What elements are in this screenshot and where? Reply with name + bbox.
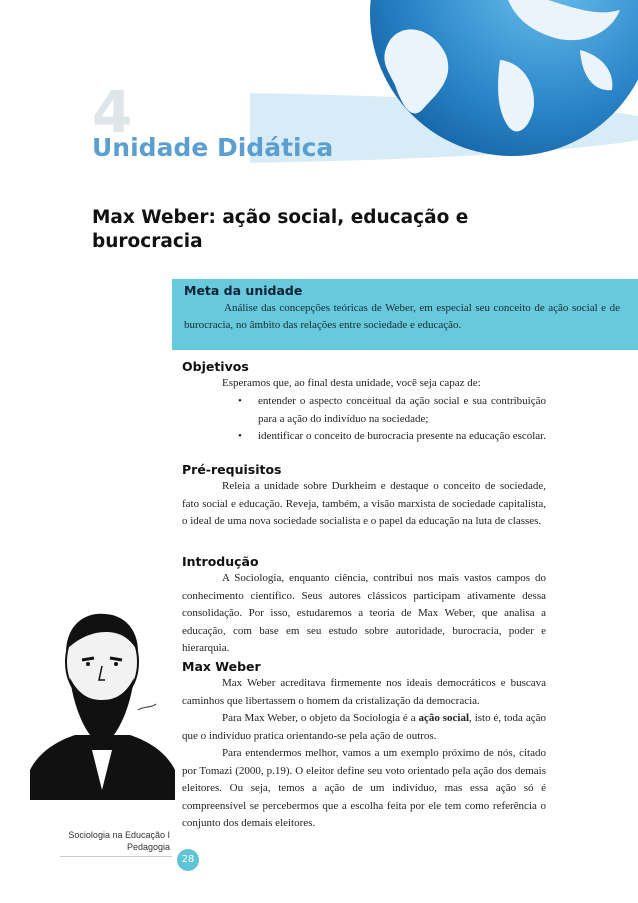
prerequisitos-section <box>182 462 546 531</box>
maxweber-p2-bold: ação social <box>418 712 470 724</box>
objetivos-intro: Esperamos que, ao final desta unidade, você seja capaz de: <box>222 377 481 389</box>
maxweber-p2-before: Para Max Weber, o objeto da Sociologia é a <box>222 712 419 724</box>
meta-box <box>172 279 638 350</box>
unit-number: 4 <box>92 78 131 146</box>
prerequisitos-title: Pré-requisitos <box>182 462 282 477</box>
footer-divider <box>60 856 172 857</box>
maxweber-p1: Max Weber acreditava firmemente nos ideais democráticos e buscava caminhos que libertassem o homem da cristalização da democracia. <box>182 677 546 707</box>
bullet-icon: • <box>238 430 242 442</box>
list-item <box>236 393 546 428</box>
prerequisitos-text: Releia a unidade sobre Durkheim e destaque o conceito de sociedade, fato social e educação. Reveja, também, a visão marxista de sociedade capitalista, o ideal de uma nova sociedade socialista e o papel da educação na luta de classes. <box>182 480 546 527</box>
list-item-text: identificar o conceito de burocracia presente na educação escolar. <box>258 430 546 442</box>
objetivos-title: Objetivos <box>182 359 249 374</box>
introducao-text: A Sociologia, enquanto ciência, contribui nos mais vastos campos do conhecimento científico. Seus autores clássicos participam ativamente dessa consolidação. Por isso, estudaremos a teoria de Max Weber, que analisa a educação, com base em seu estudo sobre autoridade, burocracia, poder e hierarquia. <box>182 572 546 654</box>
meta-title: Meta da unidade <box>184 283 303 298</box>
meta-text: Análise das concepções teóricas de Weber, em especial seu conceito de ação social e de burocracia, no âmbito das relações entre sociedade e educação. <box>184 302 620 331</box>
footer-course-line1: Sociologia na Educação I <box>68 830 170 840</box>
objetivos-list <box>236 393 546 446</box>
objetivos-section <box>182 359 546 393</box>
introducao-title: Introdução <box>182 554 259 569</box>
maxweber-section <box>182 659 546 833</box>
footer-course-line2: Pedagogia <box>126 842 170 852</box>
bullet-icon: • <box>238 395 242 407</box>
maxweber-p2-after: , isto é, toda ação que o indivíduo pratica orientando-se pela ação de outros. <box>182 712 546 742</box>
maxweber-p3: Para entendermos melhor, vamos a um exemplo próximo de nós, citado por Tomazi (2000, p.19). O eleitor define seu voto orientado pela ação dos demais eleitores. Ou seja, temos a ação de um indivíduo, mas essa ação só é compreensível se percebermos que a escolha feita por ele tem como referência o conjunto dos demais eleitores. <box>182 747 546 829</box>
list-item <box>236 428 546 446</box>
max-weber-portrait <box>30 600 175 800</box>
maxweber-p2 <box>182 710 546 745</box>
list-item-text: entender o aspecto conceitual da ação social e sua contribuição para a ação do indivíduo na sociedade; <box>258 395 546 425</box>
unit-label: Unidade Didática <box>92 133 334 162</box>
page-number: 28 <box>177 849 199 871</box>
page-title: Max Weber: ação social, educação e burocracia <box>92 207 469 252</box>
footer-course <box>60 829 170 853</box>
introducao-section <box>182 554 546 658</box>
maxweber-title: Max Weber <box>182 659 261 674</box>
